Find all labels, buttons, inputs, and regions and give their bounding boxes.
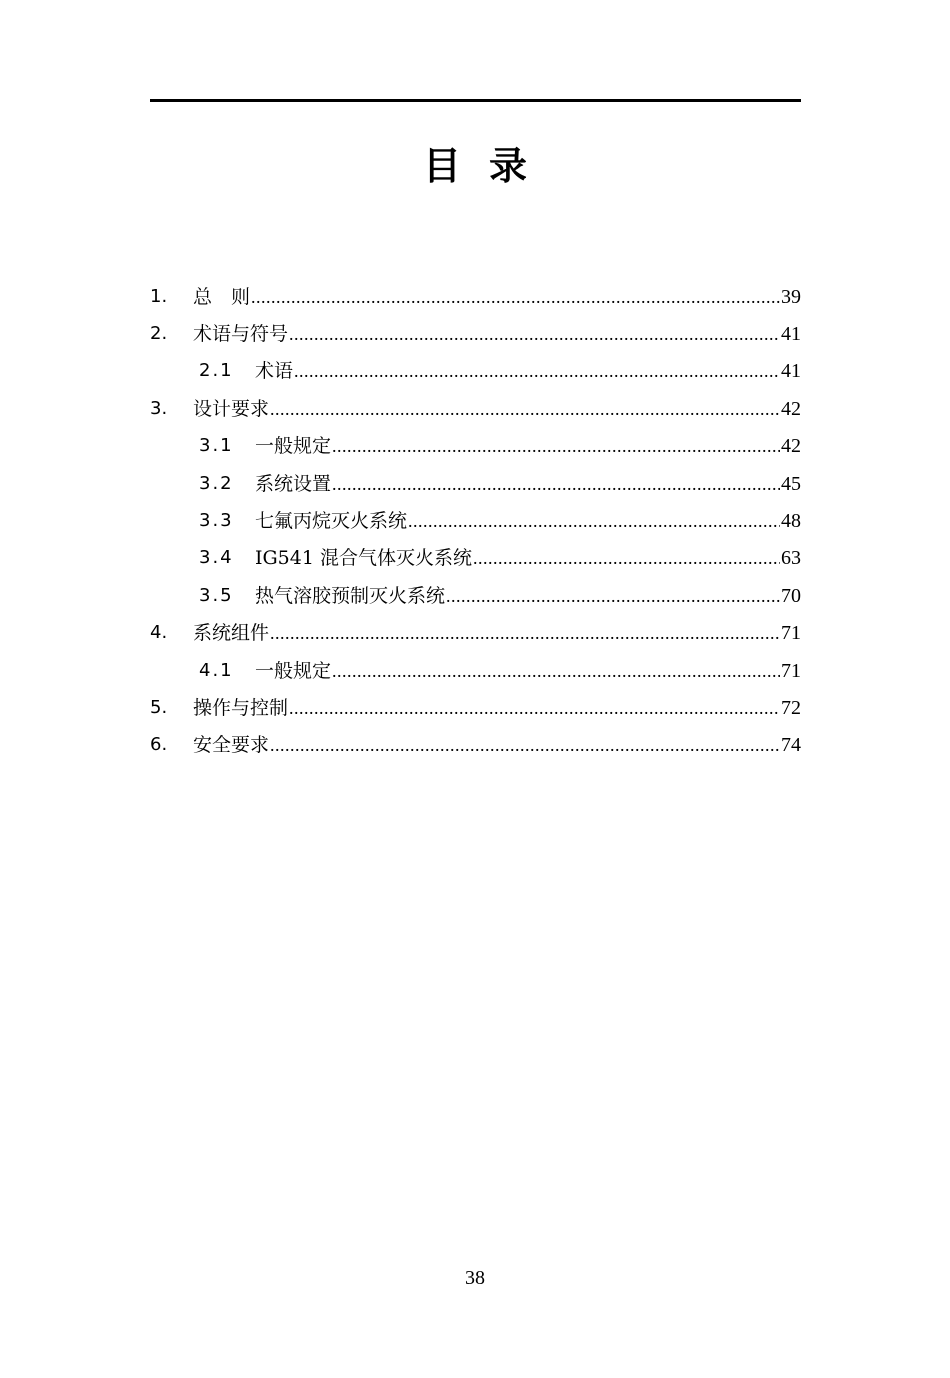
toc-entry-page: 42 — [781, 435, 801, 458]
toc-entry-number: 2. — [150, 323, 168, 345]
toc-leader-dots — [270, 620, 780, 646]
toc-entry-page: 42 — [781, 397, 801, 420]
toc-entry-page: 71 — [781, 659, 801, 682]
toc-entry-number: 3.3 — [199, 510, 234, 532]
toc-entry-number: 3. — [150, 397, 168, 419]
toc-entry-title: 热气溶胶预制灭火系统 — [255, 584, 446, 607]
page-title: 目录 — [422, 144, 555, 188]
toc-subentry[interactable] — [150, 577, 801, 614]
toc-entry-page: 48 — [781, 510, 801, 533]
toc-entry-page: 41 — [781, 360, 801, 383]
toc-entry[interactable] — [150, 278, 801, 315]
toc-entry-title: 术语与符号 — [193, 323, 289, 346]
toc-subentry[interactable] — [150, 502, 801, 539]
toc-entry-title: 一般规定 — [255, 659, 332, 682]
toc-entry-title: 设计要求 — [193, 397, 270, 420]
toc-subentry[interactable] — [150, 428, 801, 465]
toc-leader-dots — [332, 658, 780, 684]
toc-leader-dots — [332, 471, 780, 497]
toc-entry-title: 一般规定 — [255, 435, 332, 458]
toc-leader-dots — [270, 732, 780, 758]
toc-leader-dots — [270, 396, 780, 422]
toc-entry[interactable] — [150, 315, 801, 352]
toc-entry[interactable] — [150, 390, 801, 427]
toc-leader-dots — [332, 433, 780, 459]
toc-subentry[interactable] — [150, 465, 801, 502]
toc-subentry[interactable] — [150, 540, 801, 577]
toc-entry-number: 1. — [150, 285, 168, 307]
toc-entry-number: 5. — [150, 696, 168, 718]
toc-entry-title: 总 则 — [193, 285, 251, 308]
toc-entry[interactable] — [150, 689, 801, 726]
toc-leader-dots — [446, 583, 780, 609]
toc-entry-title: 系统组件 — [193, 622, 270, 645]
toc-entry-number: 6. — [150, 734, 168, 756]
toc-entry-number: 4. — [150, 622, 168, 644]
toc-subentry[interactable] — [150, 652, 801, 689]
toc-leader-dots — [294, 358, 780, 384]
toc-entry-title: 安全要求 — [193, 734, 270, 757]
page-number: 38 — [465, 1267, 485, 1289]
toc-entry-page: 45 — [781, 472, 801, 495]
toc-entry-title: 术语 — [255, 360, 294, 383]
toc-entry-page: 71 — [781, 622, 801, 645]
toc-leader-dots — [251, 284, 780, 310]
toc-entry-number: 3.4 — [199, 547, 234, 569]
table-of-contents — [150, 278, 801, 764]
toc-entry[interactable] — [150, 615, 801, 652]
toc-entry-page: 39 — [781, 285, 801, 308]
toc-entry-title: 七氟丙烷灭火系统 — [255, 510, 408, 533]
toc-entry-page: 41 — [781, 323, 801, 346]
toc-entry-page: 70 — [781, 584, 801, 607]
toc-entry-title: 操作与控制 — [193, 696, 289, 719]
toc-entry-title: 系统设置 — [255, 472, 332, 495]
toc-leader-dots — [289, 695, 780, 721]
toc-subentry[interactable] — [150, 353, 801, 390]
toc-entry-number: 3.1 — [199, 435, 234, 457]
toc-entry-page: 63 — [781, 547, 801, 570]
toc-entry-number: 4.1 — [199, 659, 234, 681]
toc-entry-page: 74 — [781, 734, 801, 757]
toc-leader-dots — [289, 321, 780, 347]
toc-entry-page: 72 — [781, 696, 801, 719]
header-rule — [150, 99, 801, 102]
toc-leader-dots — [473, 545, 780, 571]
toc-entry-number: 2.1 — [199, 360, 234, 382]
toc-entry-number: 3.5 — [199, 584, 234, 606]
toc-entry-number: 3.2 — [199, 472, 234, 494]
toc-entry-title: IG541 混合气体灭火系统 — [255, 547, 472, 570]
toc-entry[interactable] — [150, 727, 801, 764]
toc-leader-dots — [408, 508, 780, 534]
